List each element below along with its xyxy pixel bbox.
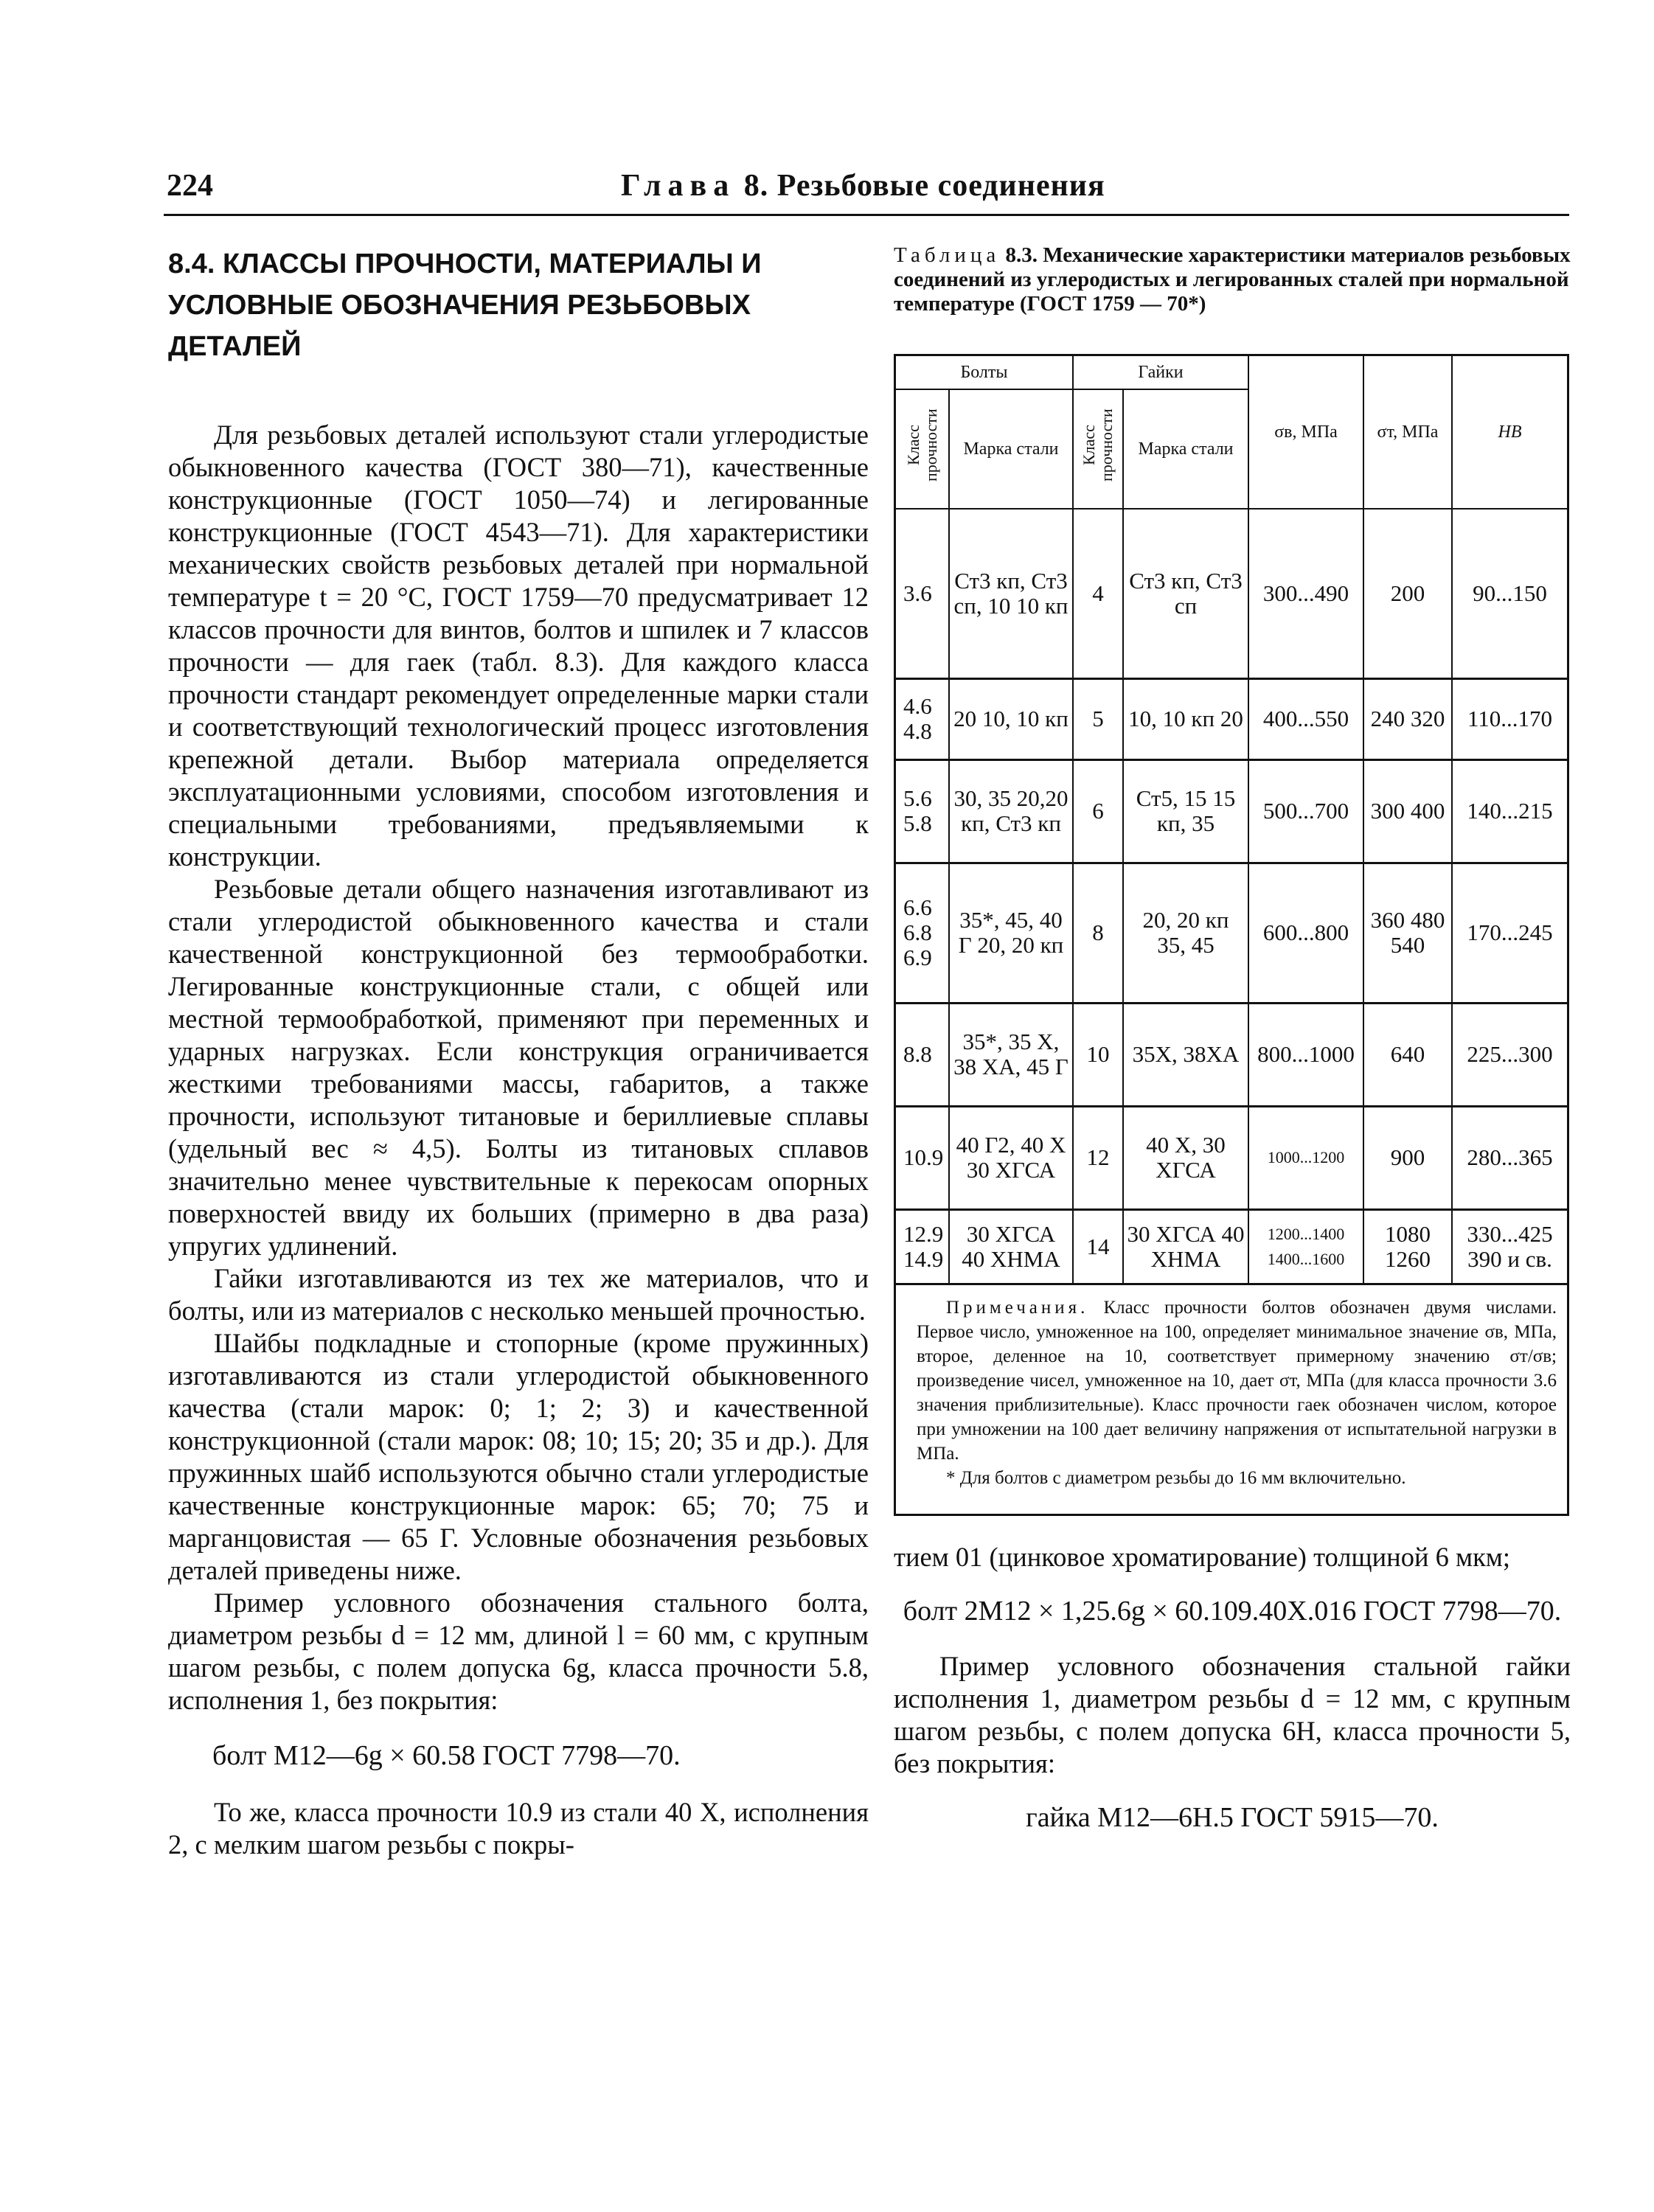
bolt-steel: 35*, 45, 40 Г 20, 20 кп (949, 863, 1073, 1003)
paragraph: Пример условного обозначения стального болта, диаметром резьбы d = 12 мм, длиной l = 60 мм, с крупным шагом резьбы, с полем допуска 6g, класса прочности 5.8, исполнения 1, без покрытия: (168, 1587, 869, 1715)
bolt-class: 12.9 14.9 (896, 1209, 949, 1283)
hb: 225...300 (1452, 1003, 1567, 1106)
section-title: 8.4. КЛАССЫ ПРОЧНОСТИ, МАТЕРИАЛЫ И УСЛОВНЫЕ ОБОЗНАЧЕНИЯ РЕЗЬБОВЫХ ДЕТАЛЕЙ (168, 248, 762, 362)
bolt-steel: 30 ХГСА 40 ХНМА (949, 1209, 1073, 1283)
hb: 90...150 (1452, 509, 1567, 678)
nut-steel: 35Х, 38ХА (1123, 1003, 1248, 1106)
table-caption-text: 8.3. Механические характеристики материалов резьбовых соединений из углеродистых и легированных сталей при нормальной температуре (ГОСТ 1759 — 70*) (894, 243, 1571, 316)
col-bolt-steel: Марка стали (949, 389, 1073, 509)
table-body (896, 356, 1567, 1283)
hb-label: НВ (1498, 422, 1522, 442)
running-header (164, 168, 1569, 206)
designation-formula: болт М12—6g × 60.58 ГОСТ 7798—70. (212, 1740, 681, 1771)
table-row (896, 863, 1567, 1003)
table-row (896, 1003, 1567, 1106)
paragraph: Пример условного обозначения стальной гайки исполнения 1, диаметром резьбы d = 12 мм, с крупным шагом резьбы, с полем допуска 6Н, класса прочности 5, без покрытия: (894, 1651, 1571, 1778)
nut-steel: 10, 10 кп 20 (1123, 678, 1248, 759)
designation-formula: болт 2М12 × 1,25.6g × 60.109.40Х.016 ГОСТ 7798—70. (903, 1596, 1562, 1627)
bolt-class: 8.8 (896, 1003, 949, 1106)
note-text (917, 1295, 1557, 1466)
group-header-bolts: Болты (896, 356, 1073, 389)
hb: 110...170 (1452, 678, 1567, 759)
bolt-steel: 40 Г2, 40 Х 30 ХГСА (949, 1106, 1073, 1209)
sigma-t: 200 (1363, 509, 1452, 678)
sigma-b: 600...800 (1248, 863, 1363, 1003)
sigma-b: 800...1000 (1248, 1003, 1363, 1106)
nut-steel: 20, 20 кп 35, 45 (1123, 863, 1248, 1003)
table-row (896, 678, 1567, 759)
sigma-t: 900 (1363, 1106, 1452, 1209)
paragraph: Гайки изготавливаются из тех же материалов, что и болты, или из материалов с несколько меньшей прочностью. (168, 1263, 869, 1326)
hb: 140...215 (1452, 759, 1567, 863)
hb: 280...365 (1452, 1106, 1567, 1209)
bolt-steel: 20 10, 10 кп (949, 678, 1073, 759)
note-footnote: * Для болтов с диаметром резьбы до 16 мм включительно. (946, 1468, 1406, 1488)
group-header-nuts: Гайки (1073, 356, 1248, 389)
col-nut-steel: Марка стали (1123, 389, 1248, 509)
col-sigma-t: σт, МПа (1363, 356, 1452, 509)
table-caption-prefix: Таблица (894, 243, 1001, 267)
sigma-t: 360 480 540 (1363, 863, 1452, 1003)
bolt-class: 5.6 5.8 (896, 759, 949, 863)
right-text (894, 1541, 1571, 1857)
bolt-steel: Ст3 кп, Ст3 сп, 10 10 кп (949, 509, 1073, 678)
header-rule (164, 214, 1569, 216)
nut-class: 12 (1073, 1106, 1123, 1209)
hb: 170...245 (1452, 863, 1567, 1003)
table-row (896, 509, 1567, 678)
table-row (896, 1106, 1567, 1209)
sigma-b: 400...550 (1248, 678, 1363, 759)
nut-class: 5 (1073, 678, 1123, 759)
chapter-prefix: Глава (621, 169, 736, 203)
mechanical-properties-table (894, 354, 1569, 1516)
note-body: Класс прочности болтов обозначен двумя числами. Первое число, умноженное на 100, определяет минимальное значение σв, МПа, второе, деленное на 10, соответствует примерному значению σт/σв; произведение чисел, умноженное на 10, дает σт, МПа (для класса прочности 3.6 значения приблизительные). Класс прочности гаек обозначен числом, которое при умножении на 100 дает величину напряжения от испытательной нагрузки в МПа. (917, 1298, 1557, 1464)
bolt-class: 3.6 (896, 509, 949, 678)
hb: 330...425 390 и св. (1452, 1209, 1567, 1283)
bolt-class: 10.9 (896, 1106, 949, 1209)
col-bolt-class (896, 389, 949, 509)
chapter-title (621, 168, 1105, 204)
paragraph: Для резьбовых деталей используют стали углеродистые обыкновенного качества (ГОСТ 380—71), качественные конструкционные (ГОСТ 1050—74) и легированные конструкционные (ГОСТ 4543—71). Для характеристики механических свойств резьбовых деталей при нормальной температуре t = 20 °С, ГОСТ 1759—70 предусматривает 12 классов прочности для винтов, болтов и шпилек и 7 классов прочности — для гаек (табл. 8.3). Для каждого класса прочности стандарт рекомендует определенные марки стали и соответствующий технологический процесс изготовления крепежной детали. Выбор материала определяется эксплуатационными условиями, способом изготовления и специальными требованиями, предъявляемыми к конструкции. (168, 420, 869, 872)
table-caption (894, 243, 1571, 316)
sigma-t: 300 400 (1363, 759, 1452, 863)
sigma-t: 640 (1363, 1003, 1452, 1106)
paragraph: Шайбы подкладные и стопорные (кроме пружинных) изготавливаются из стали углеродистой обыкновенного качества (стали марок: 0; 1; 2; 3) и качественной конструкционной (стали марок: 08; 10; 15; 20; 35 и др.). Для пружинных шайб используются обычно стали углеродистые качественные конструкционные марок: 65; 70; 75 и марганцовистая — 65 Г. Условные обозначения резьбовых деталей приведены ниже. (168, 1328, 869, 1585)
designation-formula: гайка М12—6Н.5 ГОСТ 5915—70. (1026, 1802, 1439, 1833)
bolt-class: 4.6 4.8 (896, 678, 949, 759)
paragraph: тием 01 (цинковое хроматирование) толщиной 6 мкм; (894, 1542, 1511, 1572)
paragraph: То же, класса прочности 10.9 из стали 40 Х, исполнения 2, с мелким шагом резьбы с покры- (168, 1797, 869, 1860)
paragraph: Резьбовые детали общего назначения изготавливают из стали углеродистой обыкновенного качества и стали качественной конструкционной без термообработки. Легированные конструкционные стали, с общей или местной термообработкой, применяют при переменных и ударных нагрузках. Если конструкция ограничивается жесткими требованиями массы, габаритов, а также прочности, используют титановые и бериллиевые сплавы (удельный вес ≈ 4,5). Болты из титановых сплавов значительно менее чувствительные к перекосам опорных поверхностей ввиду их больших (примерно в два раза) упругих удлинений. (168, 874, 869, 1261)
nut-class: 10 (1073, 1003, 1123, 1106)
page-number: 224 (167, 169, 213, 203)
table-row (896, 759, 1567, 863)
col-hb (1452, 356, 1567, 509)
sigma-b: 1000...1200 (1248, 1106, 1363, 1209)
bolt-steel: 35*, 35 Х, 38 ХА, 45 Г (949, 1003, 1073, 1106)
nut-class: 14 (1073, 1209, 1123, 1283)
table-row (896, 1209, 1567, 1283)
nut-steel: Ст3 кп, Ст3 сп (1123, 509, 1248, 678)
right-column (894, 243, 1571, 1833)
bolt-class: 6.6 6.8 6.9 (896, 863, 949, 1003)
table-note (896, 1283, 1567, 1490)
chapter-rest: 8. Резьбовые соединения (735, 169, 1105, 203)
bolt-steel: 30, 35 20,20 кп, Ст3 кп (949, 759, 1073, 863)
sigma-t: 240 320 (1363, 678, 1452, 759)
col-nut-class (1073, 389, 1123, 509)
col-sigma-b: σв, МПа (1248, 356, 1363, 509)
nut-steel: 30 ХГСА 40 ХНМА (1123, 1209, 1248, 1283)
note-prefix: Примечания. (946, 1298, 1089, 1318)
nut-class: 8 (1073, 863, 1123, 1003)
nut-class: 4 (1073, 509, 1123, 678)
sigma-b: 300...490 (1248, 509, 1363, 678)
col-nut-class-label: Класс прочности (1080, 408, 1116, 482)
col-bolt-class-label: Класс прочности (903, 408, 940, 482)
left-column (168, 243, 869, 1861)
sigma-b: 500...700 (1248, 759, 1363, 863)
nut-steel: 40 Х, 30 ХГСА (1123, 1106, 1248, 1209)
nut-steel: Ст5, 15 15 кп, 35 (1123, 759, 1248, 863)
sigma-b: 1200...1400 1400...1600 (1248, 1209, 1363, 1283)
sigma-t: 1080 1260 (1363, 1209, 1452, 1283)
nut-class: 6 (1073, 759, 1123, 863)
